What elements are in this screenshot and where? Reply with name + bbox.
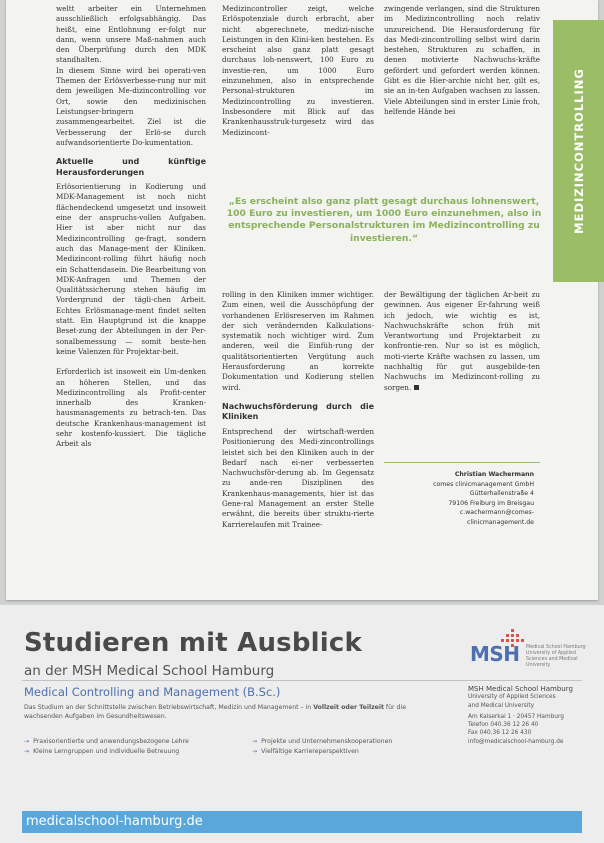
section-tab <box>553 20 604 282</box>
website-banner[interactable] <box>22 811 582 833</box>
list-item: → Projekte und Unternehmenskooperationen <box>252 737 462 747</box>
end-mark-icon <box>414 385 419 390</box>
desc-text: für die wachsenden Aufgaben im Gesundheitswesen. <box>24 704 406 720</box>
author-divider <box>384 462 540 463</box>
contact-email[interactable]: info@medicalschool-hamburg.de <box>468 738 564 745</box>
paragraph: In diesem Sinne wird bei operati-ven Themen der Erlösverbesse-rung nur mit dem jeweiligen Me-dizincontrolling vor Ort, sowie den medizinischen Leistungser-bringern zusammengearbeitet. Ziel ist die Verbesserung der Erlö-se durch aufwandsorientierte Do-kumentation. <box>56 65 206 147</box>
article-column-2-bottom <box>222 290 374 530</box>
author-company: comes clinicmanagement GmbH <box>433 480 534 488</box>
pull-quote: „Es erscheint also ganz platt gesagt durchaus lohnenswert, 100 Euro zu investieren, um 1000 Euro einzunehmen, also in entsprechende Personalstrukturen im Medizincontrolling zu investieren.“ <box>226 196 542 244</box>
author-email: c.wachermann@comes- <box>459 509 534 516</box>
paragraph <box>384 290 540 393</box>
paragraph: weltt arbeiter ein Unternehmen ausschließlich erfolgsabhängig. Das heißt, eine Entlohnung er-folgt nur dann, wenn unsere Maß-nahmen auch den Überprüfung durch den MDK standhalten. <box>56 4 206 65</box>
author-name: Christian Wachermann <box>454 471 534 478</box>
ad-title: Studieren mit Ausblick <box>24 628 362 658</box>
paragraph: Erlösorientierung in Kodierung und MDK-Management ist noch nicht flächendeckend umgesetzt und insoweit eine der anspruchs-vollen Aufgaben. Hier ist aber nicht nur das Medizincontrolling ge-fragt, sondern auch das Manage-ment der Kliniken. Medizincont-rolling führt häufig noch ein Schattendasein. Die Bearbeitung von MDK-Anfragen und Themen der Qualitätssicherung stehen häufig im Vordergrund der tägli-chen Arbeit. Echtes Erlösmanage-ment findet selten statt. Ein Hauptgrund ist die knappe Beset-zung der Abteilungen in der Per-sonalbemessung — somit beste-hen keine Valenzen für Projektar-beit. <box>56 182 206 356</box>
paragraph: Entsprechend der wirtschaft-werden Positionierung des Medi-zincontrollings leistet sich bei den Kliniken auch in der Bedarf nach ei-ner verbesserten Nachwuchsför-derung ab. Im Gegensatz zu ande-ren Disziplinen des Krankenhaus-managements, hier ist das Gene-ral Management an erster Stelle erwähnt, die bereits über struktu-rierte Karrierelaufen mit Trainee- <box>222 426 374 529</box>
logo-wordmark: MSH <box>470 642 520 666</box>
contact-name: MSH Medical School Hamburg <box>468 685 573 693</box>
contact-block <box>468 685 596 746</box>
contact-line: University of Applied Sciences <box>468 694 556 701</box>
contact-line: and Medical University <box>468 702 535 709</box>
feature-column <box>24 737 234 757</box>
article-column-1 <box>56 4 206 450</box>
author-city: 79106 Freiburg im Breisgau <box>448 499 534 507</box>
section-heading: Aktuelle und künftige Herausforderungen <box>56 157 206 177</box>
ad-subtitle: an der MSH Medical School Hamburg <box>24 663 275 679</box>
author-street: Gütterhallenstraße 4 <box>469 490 534 497</box>
paragraph: zwingende verlangen, sind die Strukturen im Medizincontrolling noch relativ unzureichend. Die Herausforderung für das Medi-zincontrolling selbst wird darin bestehen, Strukturen zu schaffen, in denen motivierte Nachwuchs-kräfte gefördert und gefordert werden können. Gibt es die Hier-archie nicht her, gilt es, sie an in-ten Aufgaben wachsen zu lassen. Viele Abteilungen sind in erster Linie froh, helfende Hände bei <box>384 4 540 116</box>
section-tab-label: MEDIZINCONTROLLING <box>571 68 586 234</box>
paragraph-text: der Bewältigung der täglichen Ar-beit zu gewinnen. Aus eigener Er-fahrung weiß ich jedoch, wie wichtig es ist, Nachwuchskräfte schon früh mit Verantwortung und Projektarbeit zu konfrontie-ren. Nur so ist es möglich, moti-vierte Kräfte wachsen zu lassen, um nachhaltig für gut ausgebilde-ten Nachwuchs im Medizincont-rolling zu sorgen. <box>384 290 540 392</box>
desc-highlight: Vollzeit oder Teilzeit <box>313 704 384 711</box>
divider <box>22 680 582 681</box>
paragraph: Medizincontroller zeigt, welche Erlöspotenziale durch erbracht, aber nicht abgerechnete, medizi-nische Leistungen in den Klini-ken bestehen. Es erscheint also ganz platt gesagt durchaus loh-nenswert, 100 Euro zu investie-ren, um 1000 Euro einzunehmen, also in entsprechende Personal-strukturen im Medizincontrolling zu investieren. Insbesondere mit Blick auf das Krankenhausstruk-turgesetz wird das Medizincont- <box>222 4 374 137</box>
logo-tagline: Medical School Hamburg · University of Applied Sciences and Medical University <box>526 645 589 668</box>
section-heading: Nachwuchsförderung durch die Kliniken <box>222 401 374 422</box>
author-box <box>406 470 534 527</box>
magazine-page <box>6 0 598 600</box>
list-item: → Praxisorientierte und anwendungsbezogene Lehre <box>24 737 234 747</box>
author-email-domain: clinicmanagement.de <box>466 518 534 526</box>
desc-text: Das Studium an der Schnittstelle zwischen Betriebswirtschaft, Medizin und Management – in <box>24 704 314 711</box>
program-title: Medical Controlling and Management (B.Sc.) <box>24 685 281 699</box>
article-column-2-top <box>222 4 374 138</box>
paragraph: rolling in den Kliniken immer wichtiger. Zum einen, weil die Ausschöpfung der vorhandenen Erlösreserven im Rahmen der sich verändernden Kalkulations-systematik noch wichtiger wird. Zum anderen, weil die Einfüh-rung der qualitätsorientierten Vergütung auch Herausforderung an korrekte Dokumentation und Kodierung stellen wird. <box>222 290 374 392</box>
msh-logo <box>470 627 592 675</box>
program-description <box>24 703 444 721</box>
article-column-3-bottom <box>384 290 540 393</box>
paragraph: Erforderlich ist insoweit ein Um-denken an höheren Stellen, und das Medizincontrolling als Profit-center innerhalb des Kranken-hausmanagements zu betrach-ten. Das deutsche Krankenhaus-management ist sehr kostenfo-kussiert. Die tägliche Arbeit als <box>56 367 206 449</box>
contact-phone: Telefon 040.36 12 26 40 <box>468 722 539 729</box>
contact-fax: Fax 040.36 12 26 430 <box>468 730 532 737</box>
contact-address: Am Kaiserkai 1 · 20457 Hamburg <box>468 713 564 720</box>
advertisement <box>0 605 604 843</box>
list-item: → Vielfältige Karriereperspektiven <box>252 747 462 757</box>
website-url[interactable]: medicalschool-hamburg.de <box>26 814 203 829</box>
article-column-3-top <box>384 4 540 117</box>
list-item: → Kleine Lerngruppen und individuelle Betreuung <box>24 747 234 757</box>
feature-column <box>252 737 462 757</box>
